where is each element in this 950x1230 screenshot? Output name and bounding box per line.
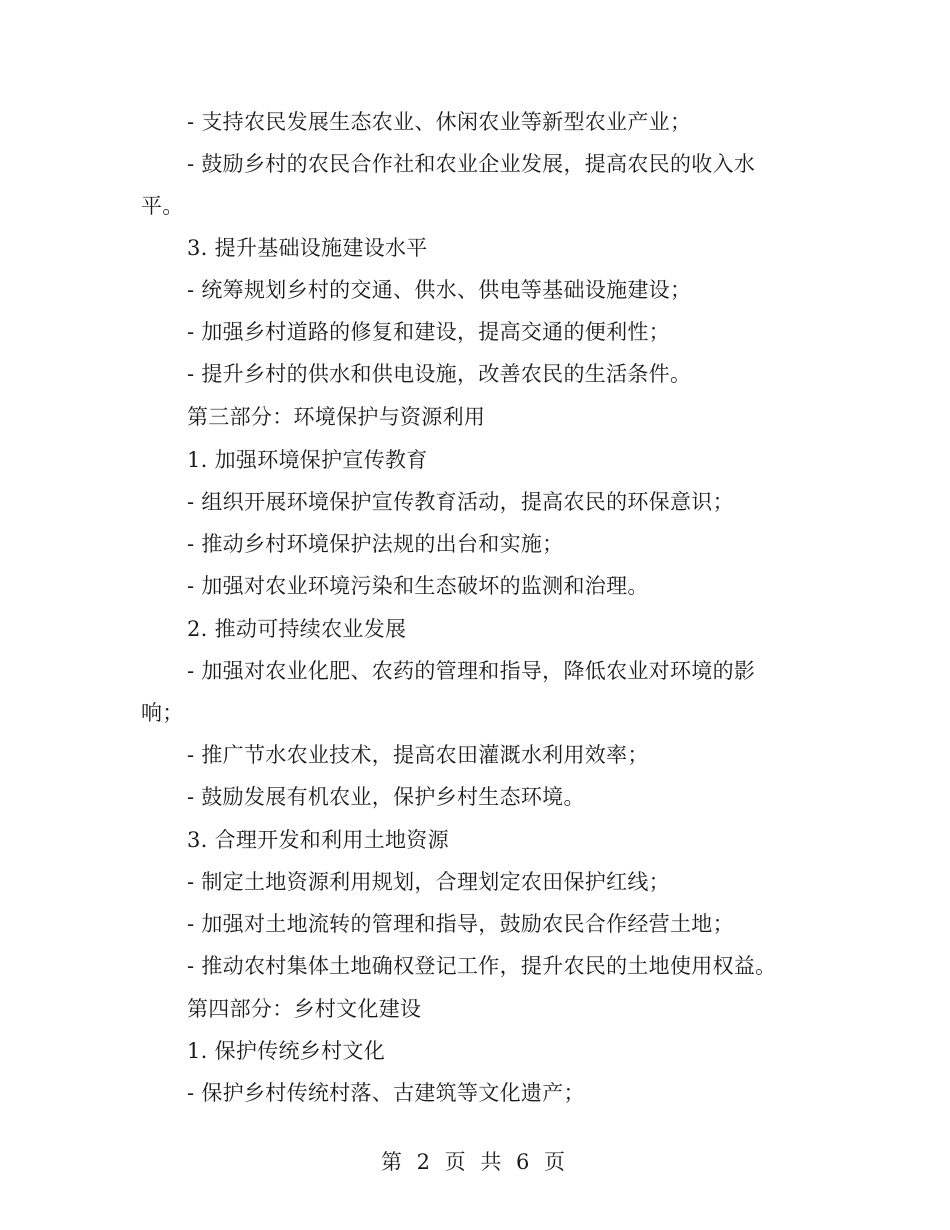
text-line: - 统筹规划乡村的交通、供水、供电等基础设施建设； <box>187 278 692 302</box>
text-line: - 鼓励发展有机农业，保护乡村生态环境。 <box>187 785 585 809</box>
text-line: - 加强对农业化肥、农药的管理和指导，降低农业对环境的影 <box>187 659 756 683</box>
page-number-footer: 第 2 页 共 6 页 <box>380 1150 570 1174</box>
section-heading: 2. 推动可持续农业发展 <box>187 617 407 641</box>
text-line: - 加强乡村道路的修复和建设，提高交通的便利性； <box>187 320 670 344</box>
text-line: - 推动农村集体土地确权登记工作，提升农民的土地使用权益。 <box>187 954 777 978</box>
text-line: - 组织开展环境保护宣传教育活动，提高农民的环保意识； <box>187 490 734 514</box>
text-line: - 支持农民发展生态农业、休闲农业等新型农业产业； <box>187 110 692 134</box>
text-line: - 加强对土地流转的管理和指导，鼓励农民合作经营土地； <box>187 912 734 936</box>
text-line: - 推动乡村环境保护法规的出台和实施； <box>187 532 564 556</box>
text-line: - 推广节水农业技术，提高农田灌溉水利用效率； <box>187 743 649 767</box>
text-line: - 加强对农业环境污染和生态破坏的监测和治理。 <box>187 574 649 598</box>
section-heading: 1. 加强环境保护宣传教育 <box>187 448 428 472</box>
part-heading: 第四部分：乡村文化建设 <box>187 997 422 1021</box>
text-line: - 保护乡村传统村落、古建筑等文化遗产； <box>187 1081 585 1105</box>
text-line: - 提升乡村的供水和供电设施，改善农民的生活条件。 <box>187 362 692 386</box>
text-line: 响； <box>141 701 184 725</box>
text-line: 平。 <box>141 194 184 218</box>
text-line: - 鼓励乡村的农民合作社和农业企业发展，提高农民的收入水 <box>187 152 756 176</box>
text-line: - 制定土地资源利用规划，合理划定农田保护红线； <box>187 870 670 894</box>
section-heading: 1. 保护传统乡村文化 <box>187 1039 386 1063</box>
section-heading: 3. 提升基础设施建设水平 <box>187 236 428 260</box>
section-heading: 3. 合理开发和利用土地资源 <box>187 828 449 852</box>
part-heading: 第三部分：环境保护与资源利用 <box>187 405 486 429</box>
